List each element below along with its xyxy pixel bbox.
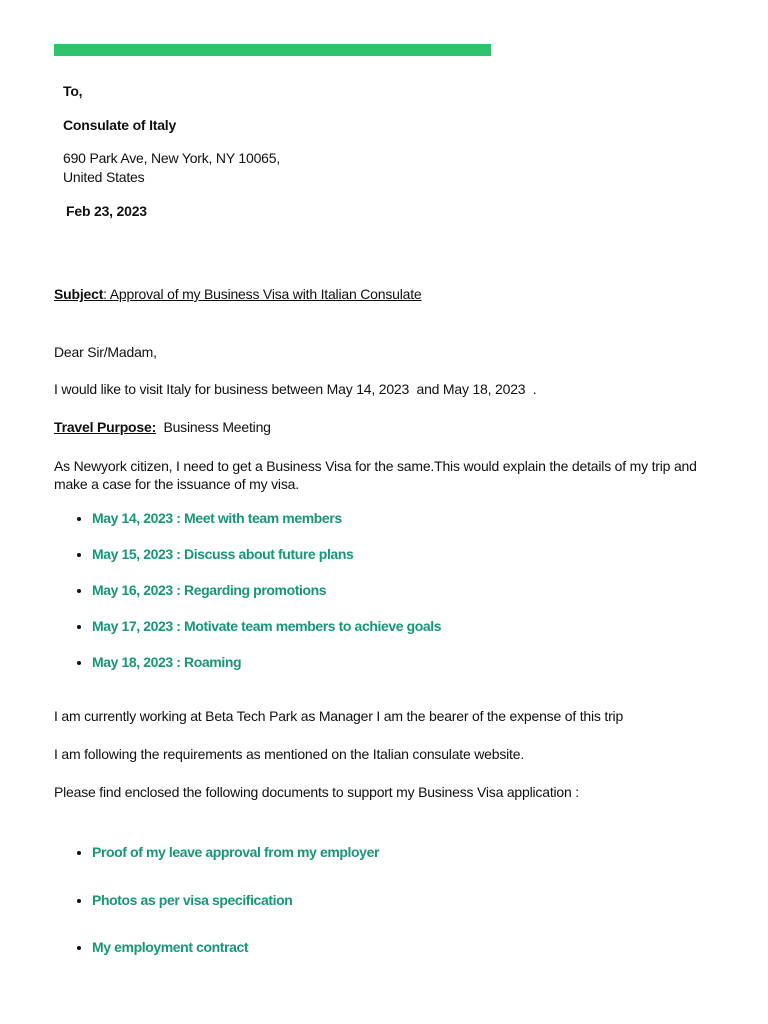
- salutation-to: To,: [63, 83, 83, 99]
- subject-label: Subject: [54, 286, 104, 302]
- employment-paragraph: I am currently working at Beta Tech Park as Manager I am the bearer of the expense of this trip: [54, 708, 624, 724]
- list-item: • May 15, 2023 : Discuss about future plans: [92, 545, 441, 563]
- recipient-name: Consulate of Italy: [63, 117, 177, 133]
- intro-paragraph: I would like to visit Italy for business between May 14, 2023 and May 18, 2023 .: [54, 381, 537, 397]
- header-accent-bar: [54, 44, 491, 56]
- letter-date: Feb 23, 2023: [66, 203, 147, 219]
- documents-list: [54, 843, 379, 986]
- list-item: • May 18, 2023 : Roaming: [92, 653, 441, 671]
- list-item: • May 17, 2023 : Motivate team members to achieve goals: [92, 617, 441, 635]
- list-item: • May 14, 2023 : Meet with team members: [92, 509, 441, 527]
- schedule-list: [54, 509, 441, 689]
- travel-purpose-label: Travel Purpose:: [54, 419, 157, 435]
- travel-purpose-value: Business Meeting: [163, 419, 271, 435]
- address-line-2: United States: [63, 169, 145, 185]
- explanation-paragraph: As Newyork citizen, I need to get a Business Visa for the same.This would explain the details of my trip and make a case for the issuance of my visa.: [54, 458, 697, 492]
- list-item: • Proof of my leave approval from my employer: [92, 843, 379, 861]
- list-item: • May 16, 2023 : Regarding promotions: [92, 581, 441, 599]
- greeting: Dear Sir/Madam,: [54, 344, 157, 360]
- address-line-1: 690 Park Ave, New York, NY 10065,: [63, 150, 281, 166]
- subject-line: [54, 286, 421, 302]
- list-item: • Photos as per visa specification: [92, 891, 379, 909]
- travel-purpose-line: [54, 419, 271, 435]
- subject-text: : Approval of my Business Visa with Italian Consulate: [103, 286, 422, 302]
- list-item: • My employment contract: [92, 938, 379, 956]
- enclosure-intro: Please find enclosed the following documents to support my Business Visa application :: [54, 784, 579, 800]
- requirements-paragraph: I am following the requirements as mentioned on the Italian consulate website.: [54, 746, 525, 762]
